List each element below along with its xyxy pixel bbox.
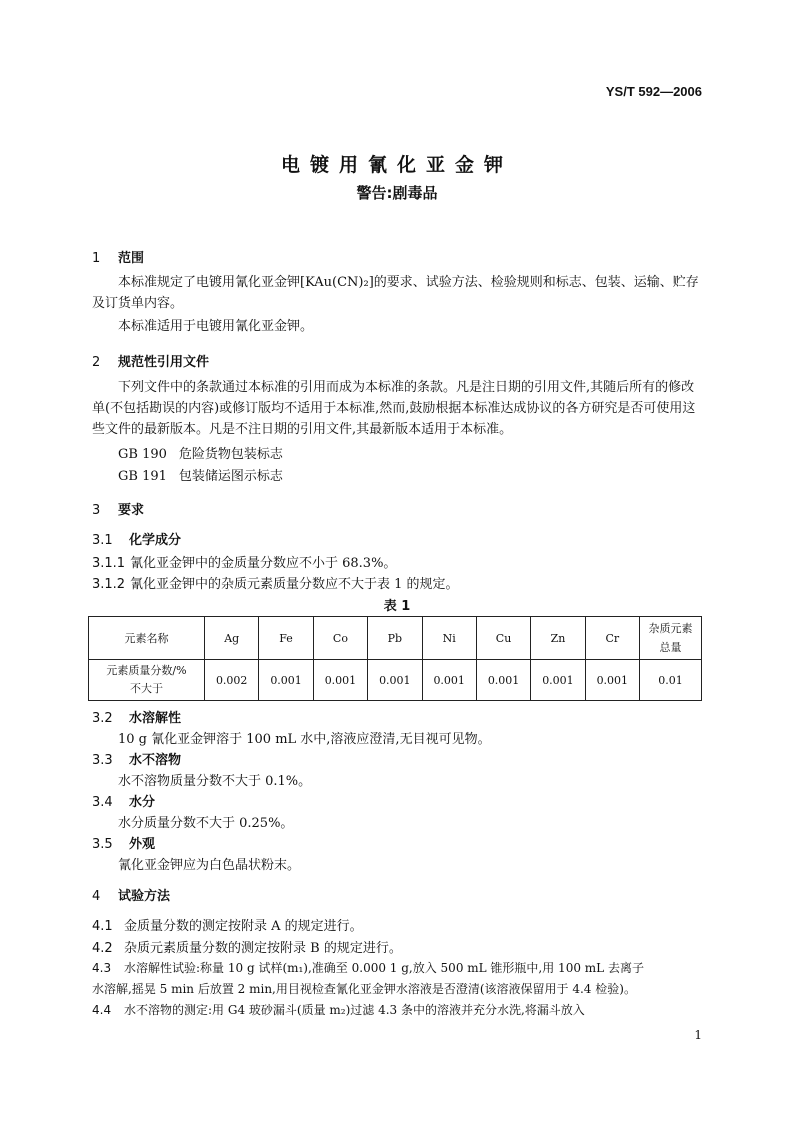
table-cell-value: 0.002 xyxy=(205,660,259,701)
table-caption: 表 1 xyxy=(383,599,411,614)
total-label-line-2: 总量 xyxy=(659,641,682,654)
subsection-3-1-heading xyxy=(92,529,181,548)
section-title: 要求 xyxy=(118,503,145,518)
clause-3-1-2 xyxy=(92,573,459,592)
section-number: 1 xyxy=(92,251,101,266)
table-cell-element: Zn xyxy=(531,617,585,660)
table-cell-element: Cr xyxy=(585,617,639,660)
total-label-line-1: 杂质元素 xyxy=(648,622,693,635)
section-title: 试验方法 xyxy=(118,889,171,904)
section-2-heading xyxy=(92,351,209,370)
section-number: 2 xyxy=(92,355,101,370)
section-3-heading xyxy=(92,499,144,518)
clause-number: 4.2 xyxy=(92,941,113,956)
clause-text: 氰化亚金钾中的金质量分数应不小于 68.3%。 xyxy=(130,556,397,571)
page-number: 1 xyxy=(694,1028,702,1042)
subsection-number: 3.1 xyxy=(92,533,113,548)
standard-number: YS/T 592—2006 xyxy=(605,84,702,99)
table-cell-element: Co xyxy=(313,617,367,660)
subsection-number: 3.3 xyxy=(92,753,113,768)
reference-gb190 xyxy=(118,443,283,462)
subsection-title: 水分 xyxy=(129,795,156,810)
subsection-3-4-text: 水分质量分数不大于 0.25%。 xyxy=(118,816,294,831)
table-cell-total-value: 0.01 xyxy=(640,660,702,701)
section-1-paragraph-1: 本标准规定了电镀用氰化亚金钾[KAu(CN)₂]的要求、试验方法、检验规则和标志、包装、运输、贮存及订货单内容。 xyxy=(92,275,699,311)
clause-number: 4.1 xyxy=(92,919,113,934)
clause-4-4 xyxy=(92,1001,585,1018)
section-1-paragraph-2: 本标准适用于电镀用氰化亚金钾。 xyxy=(118,319,314,334)
table-cell-value: 0.001 xyxy=(368,660,422,701)
subsection-3-2-text: 10 g 氰化亚金钾溶于 100 mL 水中,溶液应澄清,无目视可见物。 xyxy=(118,732,491,747)
table-cell-element: Cu xyxy=(476,617,530,660)
section-title: 规范性引用文件 xyxy=(118,355,210,370)
subsection-3-3-text: 水不溶物质量分数不大于 0.1%。 xyxy=(118,774,312,789)
table-cell-total-label xyxy=(640,617,702,660)
table-cell-element: Fe xyxy=(259,617,313,660)
subsection-title: 化学成分 xyxy=(129,533,182,548)
clause-number: 3.1.1 xyxy=(92,556,126,571)
row-label-line-1: 元素质量分数/% xyxy=(106,664,187,677)
table-row-label xyxy=(89,660,205,701)
table-cell-element: Ni xyxy=(422,617,476,660)
table-cell-value: 0.001 xyxy=(531,660,585,701)
table-row-values xyxy=(89,660,702,701)
reference-code: GB 191 xyxy=(118,469,167,484)
section-number: 4 xyxy=(92,889,101,904)
clause-text: 金质量分数的测定按附录 A 的规定进行。 xyxy=(124,919,363,934)
subsection-3-3-heading xyxy=(92,749,181,768)
reference-name: 危险货物包装标志 xyxy=(178,447,283,462)
clause-number: 4.4 xyxy=(92,1003,112,1017)
clause-4-3 xyxy=(92,959,644,976)
subsection-number: 3.2 xyxy=(92,711,113,726)
clause-text: 水不溶物的测定:用 G4 玻砂漏斗(质量 m₂)过滤 4.3 条中的溶液并充分水洗,将漏斗放入 xyxy=(124,1003,585,1017)
subsection-title: 水不溶物 xyxy=(129,753,182,768)
table-row-header xyxy=(89,617,702,660)
table-cell-element: Ag xyxy=(205,617,259,660)
subsection-number: 3.4 xyxy=(92,795,113,810)
clause-text: 杂质元素质量分数的测定按附录 B 的规定进行。 xyxy=(124,941,402,956)
clause-4-3-continued: 水溶解,摇晃 5 min 后放置 2 min,用目视检查氰化亚金钾水溶液是否澄清(该溶液保留用于 4.4 检验)。 xyxy=(92,982,636,996)
clause-3-1-1 xyxy=(92,552,396,571)
reference-code: GB 190 xyxy=(118,447,167,462)
table-cell-value: 0.001 xyxy=(476,660,530,701)
table-cell-value: 0.001 xyxy=(259,660,313,701)
table-cell-value: 0.001 xyxy=(585,660,639,701)
reference-name: 包装储运图示标志 xyxy=(178,469,283,484)
subsection-3-5-heading xyxy=(92,833,155,852)
clause-text-line-1: 水溶解性试验:称量 10 g 试样(m₁),准确至 0.000 1 g,放入 500 mL 锥形瓶中,用 100 mL 去离子 xyxy=(124,961,644,975)
table-cell-value: 0.001 xyxy=(422,660,476,701)
clause-number: 3.1.2 xyxy=(92,577,126,592)
subsection-title: 外观 xyxy=(129,837,156,852)
table-row-label: 元素名称 xyxy=(89,617,205,660)
subsection-3-4-heading xyxy=(92,791,155,810)
subsection-number: 3.5 xyxy=(92,837,113,852)
clause-4-2 xyxy=(92,937,402,956)
section-1-heading xyxy=(92,247,144,266)
clause-text: 氰化亚金钾中的杂质元素质量分数应不大于表 1 的规定。 xyxy=(130,577,459,592)
row-label-line-2: 不大于 xyxy=(130,682,163,695)
document-title: 电镀用氰化亚金钾 xyxy=(280,154,513,176)
warning-subtitle: 警告:剧毒品 xyxy=(356,184,438,202)
impurity-table xyxy=(88,616,702,701)
table-cell-element: Pb xyxy=(368,617,422,660)
subsection-title: 水溶解性 xyxy=(129,711,182,726)
subsection-3-5-text: 氰化亚金钾应为白色晶状粉末。 xyxy=(118,858,301,873)
subsection-3-2-heading xyxy=(92,707,181,726)
reference-gb191 xyxy=(118,465,283,484)
section-title: 范围 xyxy=(118,251,145,266)
table-cell-value: 0.001 xyxy=(313,660,367,701)
section-2-paragraph: 下列文件中的条款通过本标准的引用而成为本标准的条款。凡是注日期的引用文件,其随后所有的修改单(不包括勘误的内容)或修订版均不适用于本标准,然而,鼓励根据本标准达成协议的各方研究是否可使用这些文件的最新版本。凡是不注日期的引用文件,其最新版本适用于本标准。 xyxy=(92,380,696,437)
clause-number: 4.3 xyxy=(92,961,112,975)
section-4-heading xyxy=(92,885,170,904)
clause-4-1 xyxy=(92,915,363,934)
section-number: 3 xyxy=(92,503,101,518)
